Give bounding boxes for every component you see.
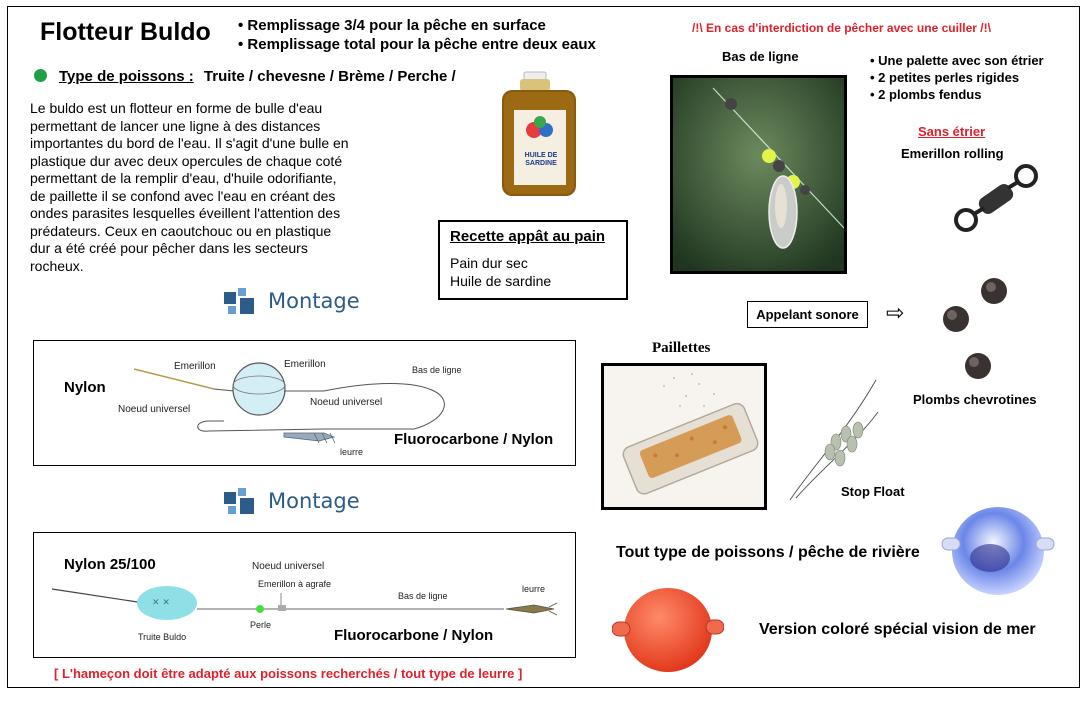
fish-types-label: Type de poissons : xyxy=(59,68,194,85)
emerillon-rolling-label: Emerillon rolling xyxy=(901,146,1004,161)
description-line: de paillette il se confond avec l'eau en créant des xyxy=(30,187,336,204)
recipe-box xyxy=(438,220,628,300)
tout-type-label: Tout type de poissons / pêche de rivière xyxy=(616,544,920,561)
bas-de-ligne-title: Bas de ligne xyxy=(722,49,799,64)
description-line: permettant de la remplir d'eau, d'huile odorifiante, xyxy=(30,170,337,186)
description-line: plastique dur avec deux opercules de chaque coté xyxy=(30,152,343,169)
description-line: Le buldo est un flotteur en forme de bulle d'eau xyxy=(30,100,323,116)
svg-text:✕ ✕: ✕ ✕ xyxy=(152,598,170,608)
diagram-2-leurre: leurre xyxy=(522,584,546,594)
fish-types xyxy=(34,68,456,85)
bottle-label-line: HUILE DE xyxy=(524,152,558,159)
page-title: Flotteur Buldo xyxy=(40,18,211,46)
diagram-2-bas-de-ligne: Bas de ligne xyxy=(398,591,448,601)
orange-bulldo-float-image xyxy=(612,584,724,676)
diagram-2-nylon: Nylon 25/100 xyxy=(64,556,156,573)
bottle-label-line: SARDINE xyxy=(525,160,557,167)
recipe-item: Huile de sardine xyxy=(450,273,552,289)
diagram-1-nylon: Nylon xyxy=(64,379,106,396)
description-line: prédateurs. Ceux en caoutchouc ou en plastique xyxy=(30,222,332,239)
montage-logo-icon xyxy=(222,486,258,516)
description-line: permettant de lancer une ligne à des distances xyxy=(30,117,321,134)
montage-logo-icon xyxy=(222,286,258,316)
diagram-1-emerillon-left: Emerillon xyxy=(174,361,216,372)
description-line: ondes parasites lesquelles éveillent l'attention des xyxy=(30,205,341,221)
montage-heading-1 xyxy=(222,286,360,316)
arrow-right-icon: ⇨ xyxy=(886,300,905,325)
swivel-image xyxy=(948,160,1046,240)
bottle-label xyxy=(520,152,562,168)
fill-note-total: • Remplissage total pour la pêche entre deux eaux xyxy=(238,36,596,53)
montage-heading-2 xyxy=(222,486,360,516)
leader-part: • Une palette avec son étrier xyxy=(870,53,1044,68)
leader-photo xyxy=(670,75,847,274)
diagram-2-truite-buldo: Truite Buldo xyxy=(138,632,187,642)
version-colore-label: Version coloré spécial vision de mer xyxy=(759,621,1036,638)
fill-notes xyxy=(238,16,596,54)
paillettes-label: Paillettes xyxy=(652,340,711,356)
montage-label: Montage xyxy=(268,489,360,513)
diagram-2-emerillon-agrafe: Emerillon à agrafe xyxy=(258,579,332,589)
diagram-2-lines xyxy=(34,533,575,657)
plombs-label: Plombs chevrotines xyxy=(913,392,1037,407)
montage-label: Montage xyxy=(268,289,360,313)
fill-note-surface: • Remplissage 3/4 pour la pêche en surface xyxy=(238,17,546,34)
diagram-1-emerillon-right: Emerillon xyxy=(284,359,326,370)
description-line: importantes du bord de l'eau. Il s'agit d'une bulle en xyxy=(30,135,349,151)
diagram-2-perle: Perle xyxy=(250,620,272,630)
split-shot-image xyxy=(938,274,1038,386)
montage-diagram-2 xyxy=(33,532,576,658)
montage-diagram-1 xyxy=(33,340,576,466)
diagram-1-noeud-right: Noeud universel xyxy=(310,397,383,408)
diagram-1-noeud-left: Noeud universel xyxy=(118,404,191,415)
leader-part: • 2 plombs fendus xyxy=(870,87,982,102)
diagram-2-fluoro: Fluorocarbone / Nylon xyxy=(334,627,494,644)
recipe-item: Pain dur sec xyxy=(450,255,528,271)
description-line: rocheux. xyxy=(30,257,84,274)
recipe-title: Recette appât au pain xyxy=(450,228,606,245)
diagram-2-noeud: Noeud universel xyxy=(252,561,325,572)
sardine-oil-bottle-image xyxy=(494,70,584,198)
stop-float-label: Stop Float xyxy=(841,484,905,499)
diagram-1-fluoro: Fluorocarbone / Nylon xyxy=(394,431,554,448)
leader-part: • 2 petites perles rigides xyxy=(870,70,1020,85)
paillettes-photo xyxy=(601,363,767,510)
diagram-1-leurre: leurre xyxy=(340,447,364,457)
leader-parts-list xyxy=(870,52,1044,103)
fish-types-items: Truite / chevesne / Brème / Perche / xyxy=(203,68,456,85)
hook-warning: [ L'hameçon doit être adapté aux poissons recherchés / tout type de leurre ] xyxy=(54,666,523,681)
description-line: dur a été créé pour pêcher dans les secteurs xyxy=(30,240,308,256)
spoon-warning: /!\ En cas d'interdiction de pêcher avec une cuiller /!\ xyxy=(692,21,991,35)
description xyxy=(30,100,400,275)
appelant-sonore-box: Appelant sonore xyxy=(747,301,868,328)
clear-bulldo-float-image xyxy=(940,496,1058,602)
sans-etrier-label: Sans étrier xyxy=(918,124,986,139)
green-dot-icon xyxy=(34,69,47,82)
diagram-1-bas-de-ligne: Bas de ligne xyxy=(412,365,462,375)
